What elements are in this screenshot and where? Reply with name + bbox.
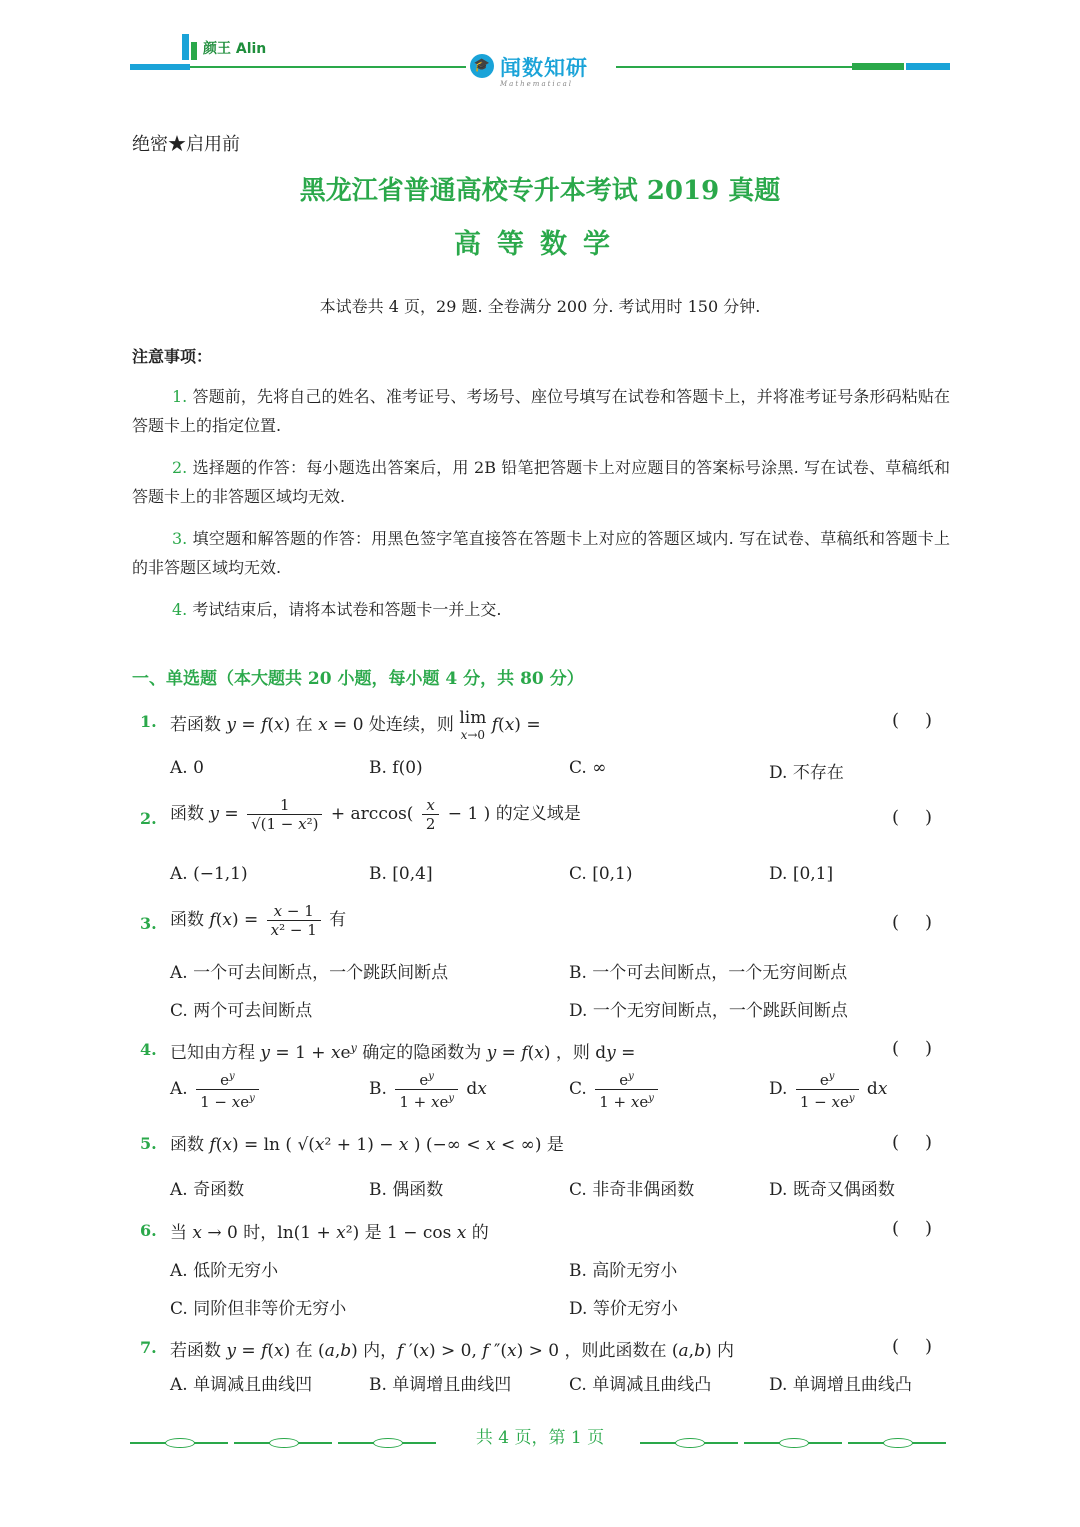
option-b: B. 一个可去间断点，一个无穷间断点 bbox=[569, 963, 848, 983]
option-b: B. f(0) bbox=[369, 758, 423, 778]
logo-bar-icon bbox=[182, 34, 189, 60]
header-rule-left bbox=[130, 64, 190, 70]
notice-item: 4. 考试结束后，请将本试卷和答题卡一并上交. bbox=[172, 600, 502, 619]
footer-ornament bbox=[675, 1438, 705, 1448]
graduation-cap-icon: 🎓 bbox=[470, 54, 494, 78]
brand-left-text: 颜王 Alin bbox=[203, 41, 267, 57]
question-stem: 已知由方程 $y = 1 + xe^y$ 确定的隐函数为 y = f(x) ，则 dy = bbox=[170, 1041, 636, 1063]
question-number: 7. bbox=[140, 1338, 157, 1357]
question-number: 1. bbox=[140, 712, 157, 731]
exam-intro: 本试卷共 4 页，29 题. 全卷满分 200 分. 考试用时 150 分钟. bbox=[319, 297, 761, 316]
option-c: C. 非奇非偶函数 bbox=[569, 1180, 695, 1200]
option-a: A. $\frac{e^y}{1 - xe^y}$ bbox=[170, 1068, 262, 1111]
option-a: A. 单调减且曲线凹 bbox=[170, 1375, 313, 1395]
answer-blank: () bbox=[892, 1336, 959, 1357]
question-stem: 若函数 y = f(x) 在 (a,b) 内，f ′(x) > 0, f ″(x) > 0 ，则此函数在 (a,b) 内 bbox=[170, 1341, 734, 1361]
question-stem: 当 x → 0 时，ln(1 + x²) 是 1 − cos x 的 bbox=[170, 1223, 489, 1243]
section-title: 一、单选题（本大题共 20 小题，每小题 4 分，共 80 分） bbox=[132, 669, 584, 689]
option-d: D. 一个无穷间断点，一个跳跃间断点 bbox=[569, 1001, 848, 1021]
option-c: C. 同阶但非等价无穷小 bbox=[170, 1299, 347, 1319]
answer-blank: () bbox=[892, 1218, 959, 1239]
option-d: D. 等价无穷小 bbox=[569, 1299, 678, 1319]
question-number: 5. bbox=[140, 1134, 157, 1153]
secret-label: 绝密★启用前 bbox=[132, 134, 240, 155]
page-number: 共 4 页，第 1 页 bbox=[475, 1428, 605, 1448]
page-title: 黑龙江省普通高校专升本考试 2019 真题 bbox=[299, 176, 781, 206]
answer-blank: () bbox=[892, 710, 959, 731]
option-c: C. 单调减且曲线凸 bbox=[569, 1375, 712, 1395]
option-d: D. 单调增且曲线凸 bbox=[769, 1375, 912, 1395]
question-number: 2. bbox=[140, 809, 157, 828]
option-b: B. 单调增且曲线凹 bbox=[369, 1375, 512, 1395]
option-d: D. 既奇又偶函数 bbox=[769, 1180, 895, 1200]
option-c: C. [0,1) bbox=[569, 864, 633, 884]
option-c: C. 两个可去间断点 bbox=[170, 1001, 313, 1021]
footer-ornament bbox=[779, 1438, 809, 1448]
header-rule-right-green bbox=[600, 66, 852, 68]
question-number: 3. bbox=[140, 914, 157, 933]
answer-blank: () bbox=[892, 1132, 959, 1153]
option-d: D. [0,1] bbox=[769, 864, 834, 884]
question-stem: 函数 f(x) = ln ( √(x² + 1) − x ) (−∞ < x < ∞) 是 bbox=[170, 1135, 564, 1155]
notice-heading: 注意事项： bbox=[132, 347, 213, 366]
page-subtitle: 高等数学 bbox=[454, 229, 626, 260]
answer-blank: () bbox=[892, 1038, 959, 1059]
question-stem: 函数 f(x) = $\frac{x - 1}{\text{x² − 1}}$ 有 bbox=[170, 902, 347, 939]
option-a: A. 低阶无穷小 bbox=[170, 1261, 279, 1281]
header-rule-left-green bbox=[190, 66, 470, 68]
option-a: A. 0 bbox=[170, 758, 204, 778]
notice-item: 3. 填空题和解答题的作答：用黑色签字笔直接答在答题卡上对应的答题区域内. 写在试卷、草稿纸和答题卡上的非答题区域均无效. bbox=[132, 529, 950, 577]
option-b: B. [0,4] bbox=[369, 864, 433, 884]
question-stem: 若函数 y = f(x) 在 x = 0 处连续，则 lim x→0 f(x) = bbox=[170, 708, 541, 742]
option-d: D. $\frac{e^y}{1 - xe^y}$ dx bbox=[769, 1068, 887, 1111]
question-stem: 函数 y = $\frac{1}{\text{√(1 − x²)}}$ + arccos( $\frac{x}{2}$ − 1 ) 的定义域是 bbox=[170, 796, 581, 833]
option-b: B. $\frac{e^y}{1 + xe^y}$ dx bbox=[369, 1068, 487, 1111]
option-a: A. (−1,1) bbox=[170, 864, 248, 884]
brand-center-subtext: Mathematical bbox=[500, 80, 573, 88]
header-block-blue bbox=[906, 63, 950, 70]
question-number: 4. bbox=[140, 1040, 157, 1059]
footer-ornament bbox=[883, 1438, 913, 1448]
option-b: B. 高阶无穷小 bbox=[569, 1261, 678, 1281]
notice-item: 2. 选择题的作答：每小题选出答案后，用 2B 铅笔把答题卡上对应题目的答案标号涂黑. 写在试卷、草稿纸和答题卡上的非答题区域均无效. bbox=[132, 458, 950, 506]
answer-blank: () bbox=[892, 807, 959, 828]
option-a: A. 一个可去间断点，一个跳跃间断点 bbox=[170, 963, 449, 983]
brand-logo-left bbox=[182, 34, 266, 60]
brand-logo-center bbox=[466, 50, 616, 90]
option-b: B. 偶函数 bbox=[369, 1180, 444, 1200]
option-c: C. ∞ bbox=[569, 758, 607, 778]
question-number: 6. bbox=[140, 1221, 157, 1240]
option-a: A. 奇函数 bbox=[170, 1180, 245, 1200]
answer-blank: () bbox=[892, 912, 959, 933]
notice-item: 1. 答题前，先将自己的姓名、准考证号、考场号、座位号填写在试卷和答题卡上，并将准考证号条形码粘贴在答题卡上的指定位置. bbox=[132, 387, 950, 435]
option-c: C. $\frac{e^y}{1 + xe^y}$ bbox=[569, 1068, 661, 1111]
brand-center-text: 闻数知研 bbox=[500, 56, 588, 80]
header-block-green bbox=[852, 63, 904, 70]
option-d: D. 不存在 bbox=[769, 763, 844, 783]
